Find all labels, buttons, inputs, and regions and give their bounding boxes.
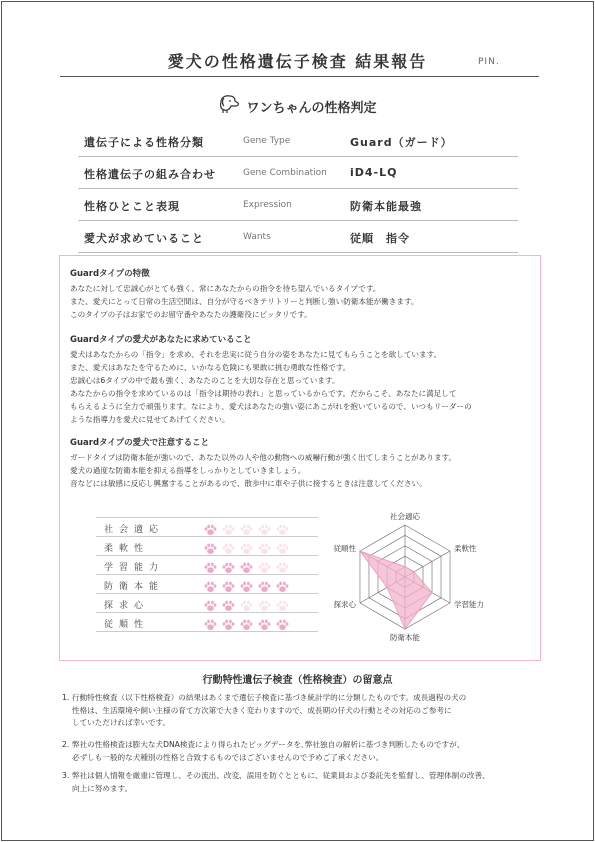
page-title: 愛犬の性格遺伝子検査 結果報告 (167, 52, 428, 71)
trait-row (96, 612, 318, 632)
paw-empty-icon (276, 597, 289, 609)
trait-label: 防衛本能 (104, 582, 165, 592)
paw-filled-icon (204, 616, 217, 628)
radar-axis-label: 学習能力 (454, 600, 485, 609)
trait-row (96, 555, 318, 574)
paw-empty-icon (258, 559, 271, 571)
paw-empty-icon (222, 521, 235, 533)
trait-row (96, 593, 318, 612)
trait-score-table (96, 517, 318, 632)
trait-paws (204, 616, 294, 635)
note-line: 弊社の性格検査は膨大な犬DNA検査により得られたビッグデータを､弊社独自の解析に基づき判断したものですが、 (72, 740, 465, 749)
section-heading-caution: Guardタイプの愛犬で注意すること (70, 438, 210, 448)
note-number: 3. (62, 771, 70, 780)
note-line: していただければ幸いです。 (72, 718, 171, 728)
section-line: あなたに対して忠誠心がとても強く、常にあなたからの指令を待ち望んでいるタイプです。 (70, 284, 381, 293)
radar-chart (330, 505, 485, 643)
section-line: また、愛犬にとって日常の生活空間は、自分が守るべきテリトリーと判断し強い防衛本能が働きます。 (70, 297, 419, 306)
section-line: もらえるように全力で頑張ります。なにより、愛犬はあなたの強い姿にあこがれを抱いているので、いつもリーダーの (70, 402, 472, 411)
paw-filled-icon (204, 578, 217, 590)
trait-label: 探求心 (104, 601, 150, 611)
trait-label: 柔軟性 (104, 544, 150, 554)
trait-label: 学習能力 (104, 563, 165, 573)
paw-filled-icon (240, 578, 253, 590)
section-heading-wants: Guardタイプの愛犬があなたに求めていること (70, 335, 252, 345)
section-line: ような指導力を愛犬に見せてあげてください。 (70, 415, 230, 424)
radar-axis-label: 探求心 (333, 600, 356, 609)
row-english-label: Expression (243, 200, 292, 210)
paw-empty-icon (276, 559, 289, 571)
paw-empty-icon (276, 540, 289, 552)
radar-point (431, 592, 433, 594)
radar-axis-label: 防衛本能 (390, 633, 420, 642)
row-label: 性格ひとこと表現 (84, 200, 180, 213)
row-label: 愛犬が求めていること (84, 232, 204, 245)
note-line: 必ずしも一般的な犬種別の性格と合致するものではございませんので予めご了承ください。 (72, 752, 384, 762)
radar-point (404, 628, 406, 630)
paw-filled-icon (222, 597, 235, 609)
radar-axis-label: 柔軟性 (454, 544, 477, 553)
note-line: 向上に努めます。 (72, 783, 133, 793)
paw-filled-icon (222, 616, 235, 628)
section-line: ガードタイプは防衛本能が強いので、あなた以外の人や他の動物への威嚇行動が強く出てしまうことがあります。 (70, 453, 457, 462)
section-line: また、愛犬はあなたを守るために、いかなる危険にも果敢に挑む勇敢な性格です。 (70, 363, 351, 372)
row-english-label: Wants (243, 232, 271, 242)
trait-row (96, 536, 318, 555)
paw-filled-icon (240, 616, 253, 628)
pin-label: PIN. (478, 57, 500, 67)
row-value: Guard（ガード） (350, 136, 453, 149)
radar-point (386, 587, 388, 589)
paw-filled-icon (276, 578, 289, 590)
note-line: 性格は、生活環境や飼い主様の育て方次第で大きく変わりますので、成長期の仔犬の行動とその対応のご参考に (72, 705, 452, 715)
row-english-label: Gene Type (243, 136, 291, 146)
section-line: 音などには敏感に反応し興奮することがあるので、散歩中に車や子供に接するときは注意してください。 (70, 479, 427, 488)
row-english-label: Gene Combination (243, 168, 327, 178)
paw-empty-icon (222, 540, 235, 552)
paw-filled-icon (258, 578, 271, 590)
section-line: このタイプの子はお家でのお留守番やあなたの護衛役にピッタリです。 (70, 310, 312, 319)
note-line: 弊社は個人情報を厳重に管理し、その流出、改変、誤用を防ぐとともに、従業員および委託先を監督し、管理体制の改善、 (72, 771, 490, 780)
paw-filled-icon (204, 559, 217, 571)
section-heading-features: Guardタイプの特徴 (70, 269, 150, 279)
radar-axis-label: 社会適応 (390, 512, 420, 521)
trait-row (96, 574, 318, 593)
note-number: 2. (62, 740, 70, 749)
section-line: あなたからの指令を求めているのは「指令は期待の表れ」と思っているからです。だからこそ、あなたに満足して (70, 389, 457, 398)
paw-filled-icon (204, 521, 217, 533)
summary-row-wants (78, 220, 518, 253)
section-line: 忠誠心は6タイプの中で最も強く、あなたのことを大切な存在と思っています。 (70, 376, 340, 385)
paw-empty-icon (258, 540, 271, 552)
summary-row-expression (78, 188, 518, 221)
radar-point (359, 550, 361, 552)
paw-filled-icon (222, 559, 235, 571)
row-value: 従順 指令 (350, 232, 410, 245)
trait-label: 社会適応 (104, 525, 165, 535)
paw-filled-icon (240, 559, 253, 571)
summary-row-gene-combination (78, 156, 518, 189)
paw-filled-icon (204, 597, 217, 609)
paw-filled-icon (258, 616, 271, 628)
note-number: 1. (62, 693, 70, 702)
note-line: 行動特性検査（以下性格検査）の結果はあくまで遺伝子検査に基づき統計学的に分類したものです。成長過程の犬の (72, 693, 467, 702)
paw-filled-icon (222, 578, 235, 590)
row-label: 遺伝子による性格分類 (84, 136, 204, 149)
paw-empty-icon (240, 521, 253, 533)
paw-filled-icon (276, 616, 289, 628)
summary-row-gene-type (78, 124, 518, 157)
paw-filled-icon (204, 540, 217, 552)
paw-empty-icon (258, 597, 271, 609)
trait-label: 従順性 (104, 620, 150, 630)
section-line: 愛犬はあなたからの「指令」を求め、それを忠実に従う自分の姿をあなたに見てもらうことを欲しています。 (70, 350, 442, 359)
radar-axis-label: 従順性 (333, 544, 356, 553)
radar-point (404, 566, 406, 568)
row-label: 性格遺伝子の組み合わせ (84, 168, 216, 181)
notes-title: 行動特性遺伝子検査（性格検査）の留意点 (202, 675, 393, 686)
row-value: 防衛本能最強 (350, 200, 422, 213)
paw-empty-icon (240, 540, 253, 552)
paw-empty-icon (258, 521, 271, 533)
subtitle (0, 94, 595, 118)
radar-series-area (360, 551, 432, 629)
radar-point (413, 571, 415, 573)
row-value: iD4-LQ (350, 166, 398, 179)
subtitle-text: ワンちゃんの性格判定 (246, 100, 377, 116)
paw-empty-icon (276, 521, 289, 533)
section-line: 愛犬の過度な防衛本能を抑える指導をしっかりとしていきましょう。 (70, 466, 306, 475)
dog-icon (218, 94, 240, 118)
paw-empty-icon (240, 597, 253, 609)
title-divider (60, 76, 539, 77)
trait-row (96, 517, 318, 536)
